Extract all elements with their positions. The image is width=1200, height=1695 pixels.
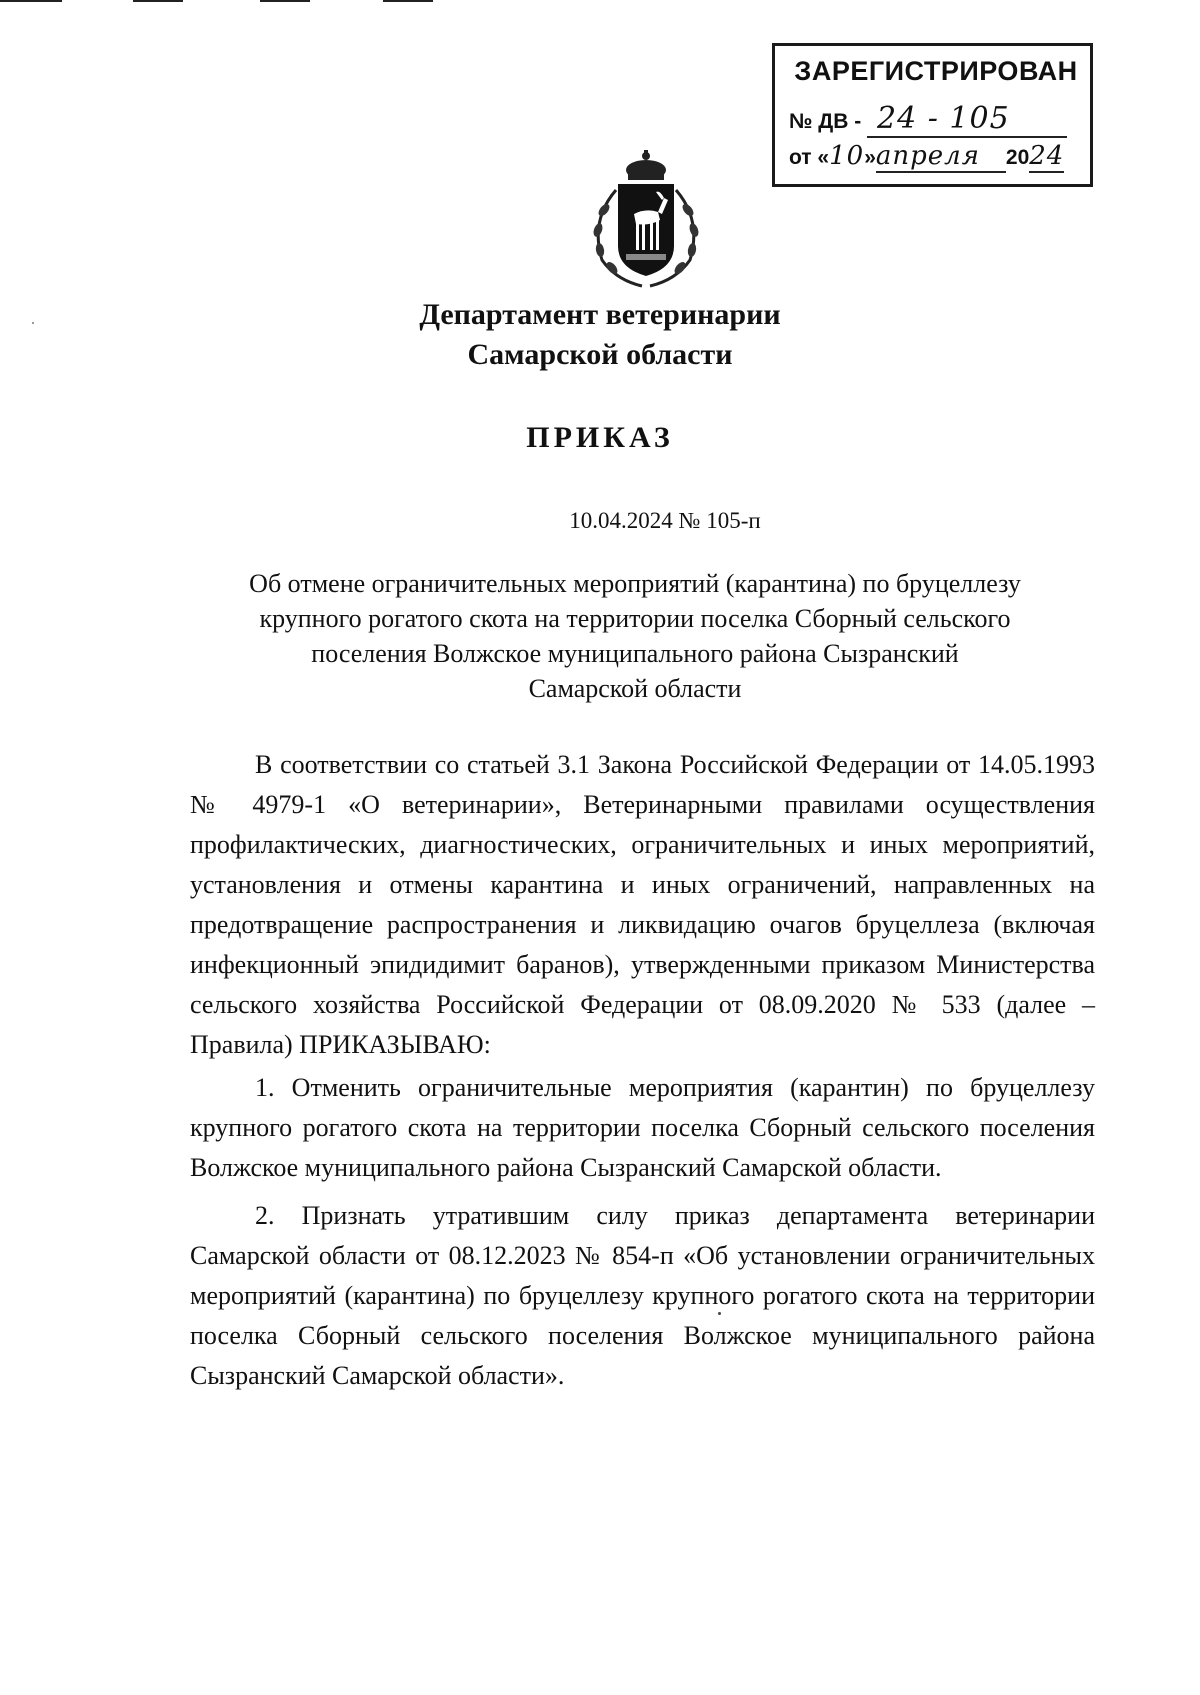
stamp-date-prefix: от « (789, 146, 830, 169)
document-body (190, 745, 1095, 1399)
document-subject (185, 566, 1085, 706)
stamp-month-handwritten: апреля (876, 141, 1006, 173)
department-name-line1: Департамент ветеринарии (419, 298, 781, 331)
department-name-line2: Самарской области (467, 338, 733, 371)
stamp-number-line (789, 101, 1067, 138)
preamble-paragraph: В соответствии со статьей 3.1 Закона Российской Федерации от 14.05.1993 № 4979-1 «О ветеринарии», Ветеринарными правилами осуществления профилактических, диагностических, ограничительных и иных мероприятий, установления и отмены карантина и иных ограничений, направленных на предотвращение распространения и ликвидацию очагов бруцеллеза (включая инфекционный эпидидимит баранов), утвержденными приказом Министерства сельского хозяйства Российской Федерации от 08.09.2020 № 533 (далее – Правила) ПРИКАЗЫВАЮ: (190, 750, 1095, 1059)
order-item-1: 1. Отменить ограничительные мероприятия (карантин) по бруцеллезу крупного рогатого скота на территории поселка Сборный сельского поселения Волжское муниципального района Сызранский Самарской области. (190, 1073, 1095, 1182)
scan-mark (0, 0, 62, 2)
stamp-day-handwritten: 10 (829, 141, 865, 171)
registration-stamp (772, 43, 1093, 187)
stamp-year-prefix: 20 (1005, 146, 1030, 169)
stamp-number-handwritten: 24 - 105 (867, 101, 1067, 138)
subject-line: поселения Волжское муниципального района Сызранский (311, 639, 959, 668)
subject-line: Об отмене ограничительных мероприятий (карантина) по бруцеллезу (249, 569, 1021, 598)
stamp-date-line (789, 141, 1064, 173)
stamp-year-handwritten: 24 (1029, 141, 1065, 171)
scan-mark (260, 0, 310, 2)
scan-mark (383, 0, 433, 2)
subject-line: Самарской области (528, 674, 742, 703)
stamp-title: ЗАРЕГИСТРИРОВАН (794, 56, 1078, 86)
document-type-title: ПРИКАЗ (526, 421, 674, 454)
stamp-date-mid: » (864, 146, 876, 169)
stamp-number-prefix: № ДВ - (789, 110, 862, 133)
samara-coat-of-arms-icon (576, 150, 716, 292)
scan-mark (133, 0, 183, 2)
scan-speck (718, 1312, 721, 1315)
document-date-number: 10.04.2024 № 105-п (569, 508, 761, 533)
subject-line: крупного рогатого скота на территории поселка Сборный сельского (259, 604, 1011, 633)
order-item-2: 2. Признать утратившим силу приказ департамента ветеринарии Самарской области от 08.12.2023 № 854-п «Об установлении ограничительных мероприятий (карантина) по бруцеллезу крупного рогатого скота на территории поселка Сборный сельского поселения Волжское муниципального района Сызранский Самарской области». (190, 1201, 1095, 1390)
